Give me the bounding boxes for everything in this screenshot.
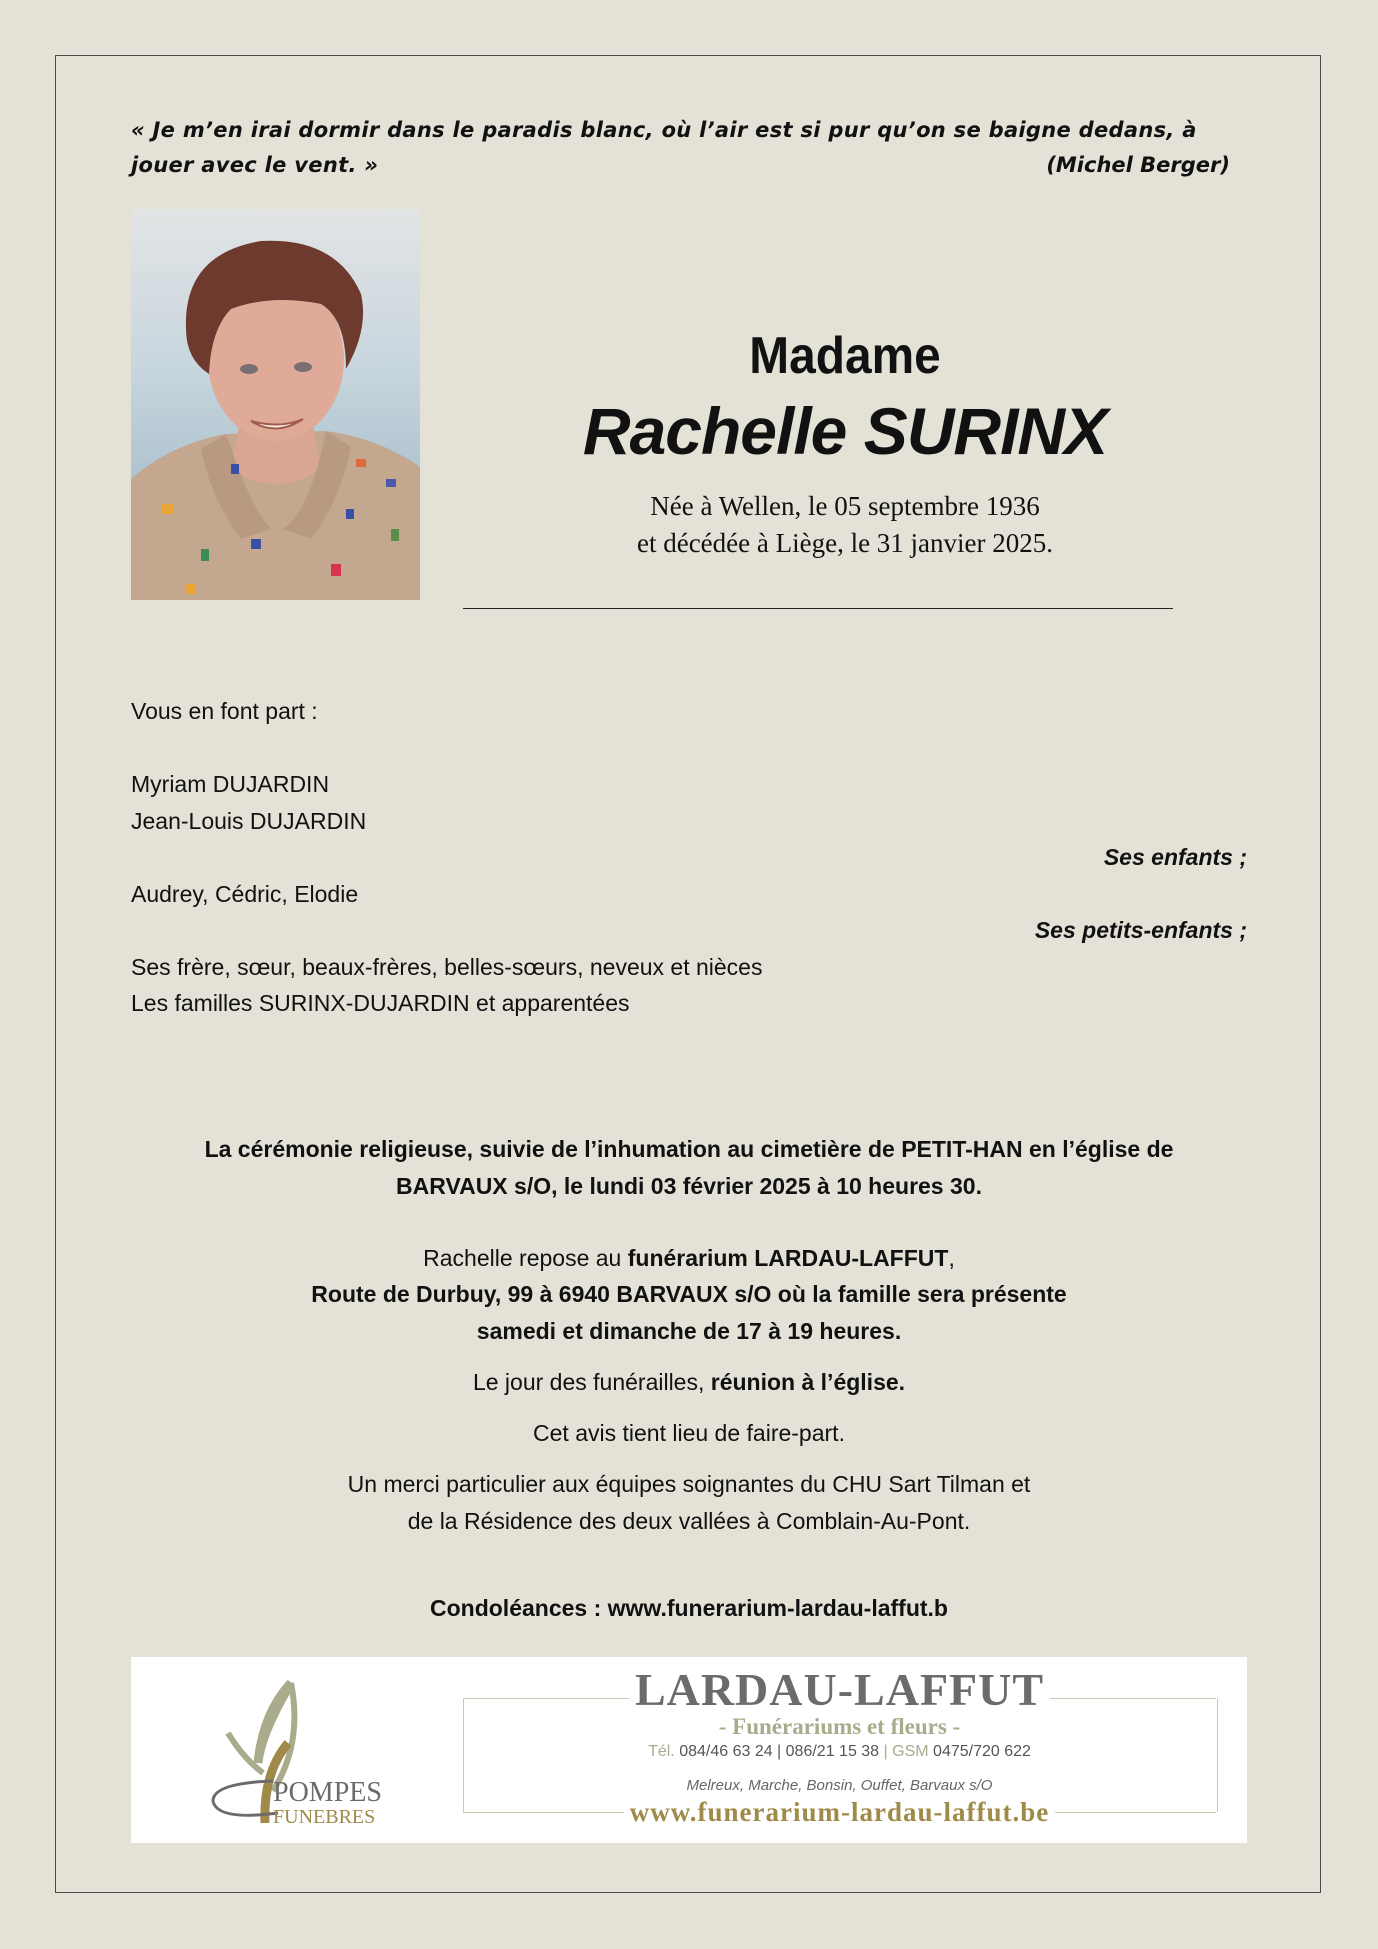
- comma: ,: [948, 1245, 955, 1271]
- funeral-day-meeting: réunion à l’église.: [710, 1369, 906, 1395]
- condolences-link[interactable]: Condoléances : www.funerarium-lardau-laffut.b: [430, 1595, 948, 1621]
- honorific: Madame: [749, 327, 941, 385]
- grandchildren-names: Audrey, Cédric, Elodie: [131, 881, 359, 907]
- gsm-label: GSM: [892, 1743, 929, 1760]
- deceased-name: Rachelle SURINX: [582, 394, 1108, 468]
- divider-line: [463, 608, 1173, 609]
- notice-line: Cet avis tient lieu de faire-part.: [533, 1420, 845, 1446]
- life-dates: [460, 488, 1230, 562]
- logo-text-pompes: POMPES: [273, 1777, 382, 1808]
- thanks-line-2: de la Résidence des deux vallées à Comblain-Au-Pont.: [407, 1508, 971, 1534]
- portrait-image: [131, 209, 420, 600]
- family-intro: Vous en font part :: [131, 698, 318, 724]
- ceremony-label: La cérémonie religieuse: [204, 1136, 467, 1162]
- address-text: Route de Durbuy, 99 à 6940 BARVAUX s/O où la famille sera présente: [311, 1281, 1067, 1307]
- contact-phones: Tél. 084/46 63 24 | 086/21 15 38 | GSM 0475/720 622: [648, 1743, 1031, 1760]
- funeral-day-text: Le jour des funérailles,: [472, 1369, 711, 1395]
- logo-text-funebres: FUNEBRES: [273, 1806, 376, 1828]
- epigraph-quote: « Je m’en irai dormir dans le paradis blanc, où l’air est si pur qu’on se baigne dedans, à jouer avec le vent. »: [131, 118, 1197, 177]
- brand-name: [463, 1663, 1216, 1716]
- visitation-address: [131, 1276, 1247, 1313]
- ceremony-details: , suivie de l’inhumation au cimetière de PETIT-HAN en l’église de: [466, 1136, 1174, 1162]
- ceremony-date: , le lundi 03 février 2025 à 10 heures 30.: [551, 1173, 982, 1199]
- brand-tagline: - Funérariums et fleurs -: [718, 1714, 961, 1739]
- funerarium-name: funérarium LARDAU-LAFFUT: [627, 1245, 949, 1271]
- visitation-line-1: [131, 1240, 1247, 1277]
- plant-leaf-logo-icon: [203, 1673, 382, 1833]
- child-name: Myriam DUJARDIN: [131, 771, 330, 797]
- ceremony-place: BARVAUX s/O: [396, 1173, 552, 1199]
- hours-text: samedi et dimanche de 17 à 19 heures.: [476, 1318, 902, 1344]
- quote-author: (Michel Berger): [1046, 153, 1230, 177]
- thanks-line-1: Un merci particulier aux équipes soignantes du CHU Sart Tilman et: [347, 1471, 1031, 1497]
- death-line: et décédée à Liège, le 31 janvier 2025.: [636, 528, 1054, 558]
- grandchildren-label: Ses petits-enfants ;: [1034, 917, 1247, 943]
- banner-website[interactable]: [463, 1797, 1216, 1828]
- birth-line: Née à Wellen, le 05 septembre 1936: [650, 491, 1040, 521]
- gsm-number: 0475/720 622: [933, 1743, 1031, 1760]
- funeral-day-line: [131, 1364, 1247, 1401]
- ceremony-line-1: [131, 1131, 1247, 1168]
- tel-label: Tél.: [648, 1743, 675, 1760]
- visitation-intro: Rachelle repose au: [423, 1245, 628, 1271]
- website-text[interactable]: www.funerarium-lardau-laffut.be: [624, 1797, 1055, 1827]
- branch-locations: Melreux, Marche, Bonsin, Ouffet, Barvaux s/O: [686, 1777, 993, 1794]
- children-label: Ses enfants ;: [1103, 844, 1247, 870]
- child-name: Jean-Louis DUJARDIN: [131, 808, 367, 834]
- brand-text: LARDAU-LAFFUT: [629, 1664, 1050, 1715]
- tel-numbers: 084/46 63 24 | 086/21 15 38: [679, 1743, 880, 1760]
- portrait-photo: [131, 209, 420, 600]
- visitation-hours: [131, 1313, 1247, 1350]
- extended-family: Les familles SURINX-DUJARDIN et apparentées: [131, 990, 630, 1016]
- funeral-home-banner: [131, 1657, 1247, 1843]
- ceremony-line-2: [131, 1168, 1247, 1205]
- extended-family: Ses frère, sœur, beaux-frères, belles-sœurs, neveux et nièces: [131, 954, 763, 980]
